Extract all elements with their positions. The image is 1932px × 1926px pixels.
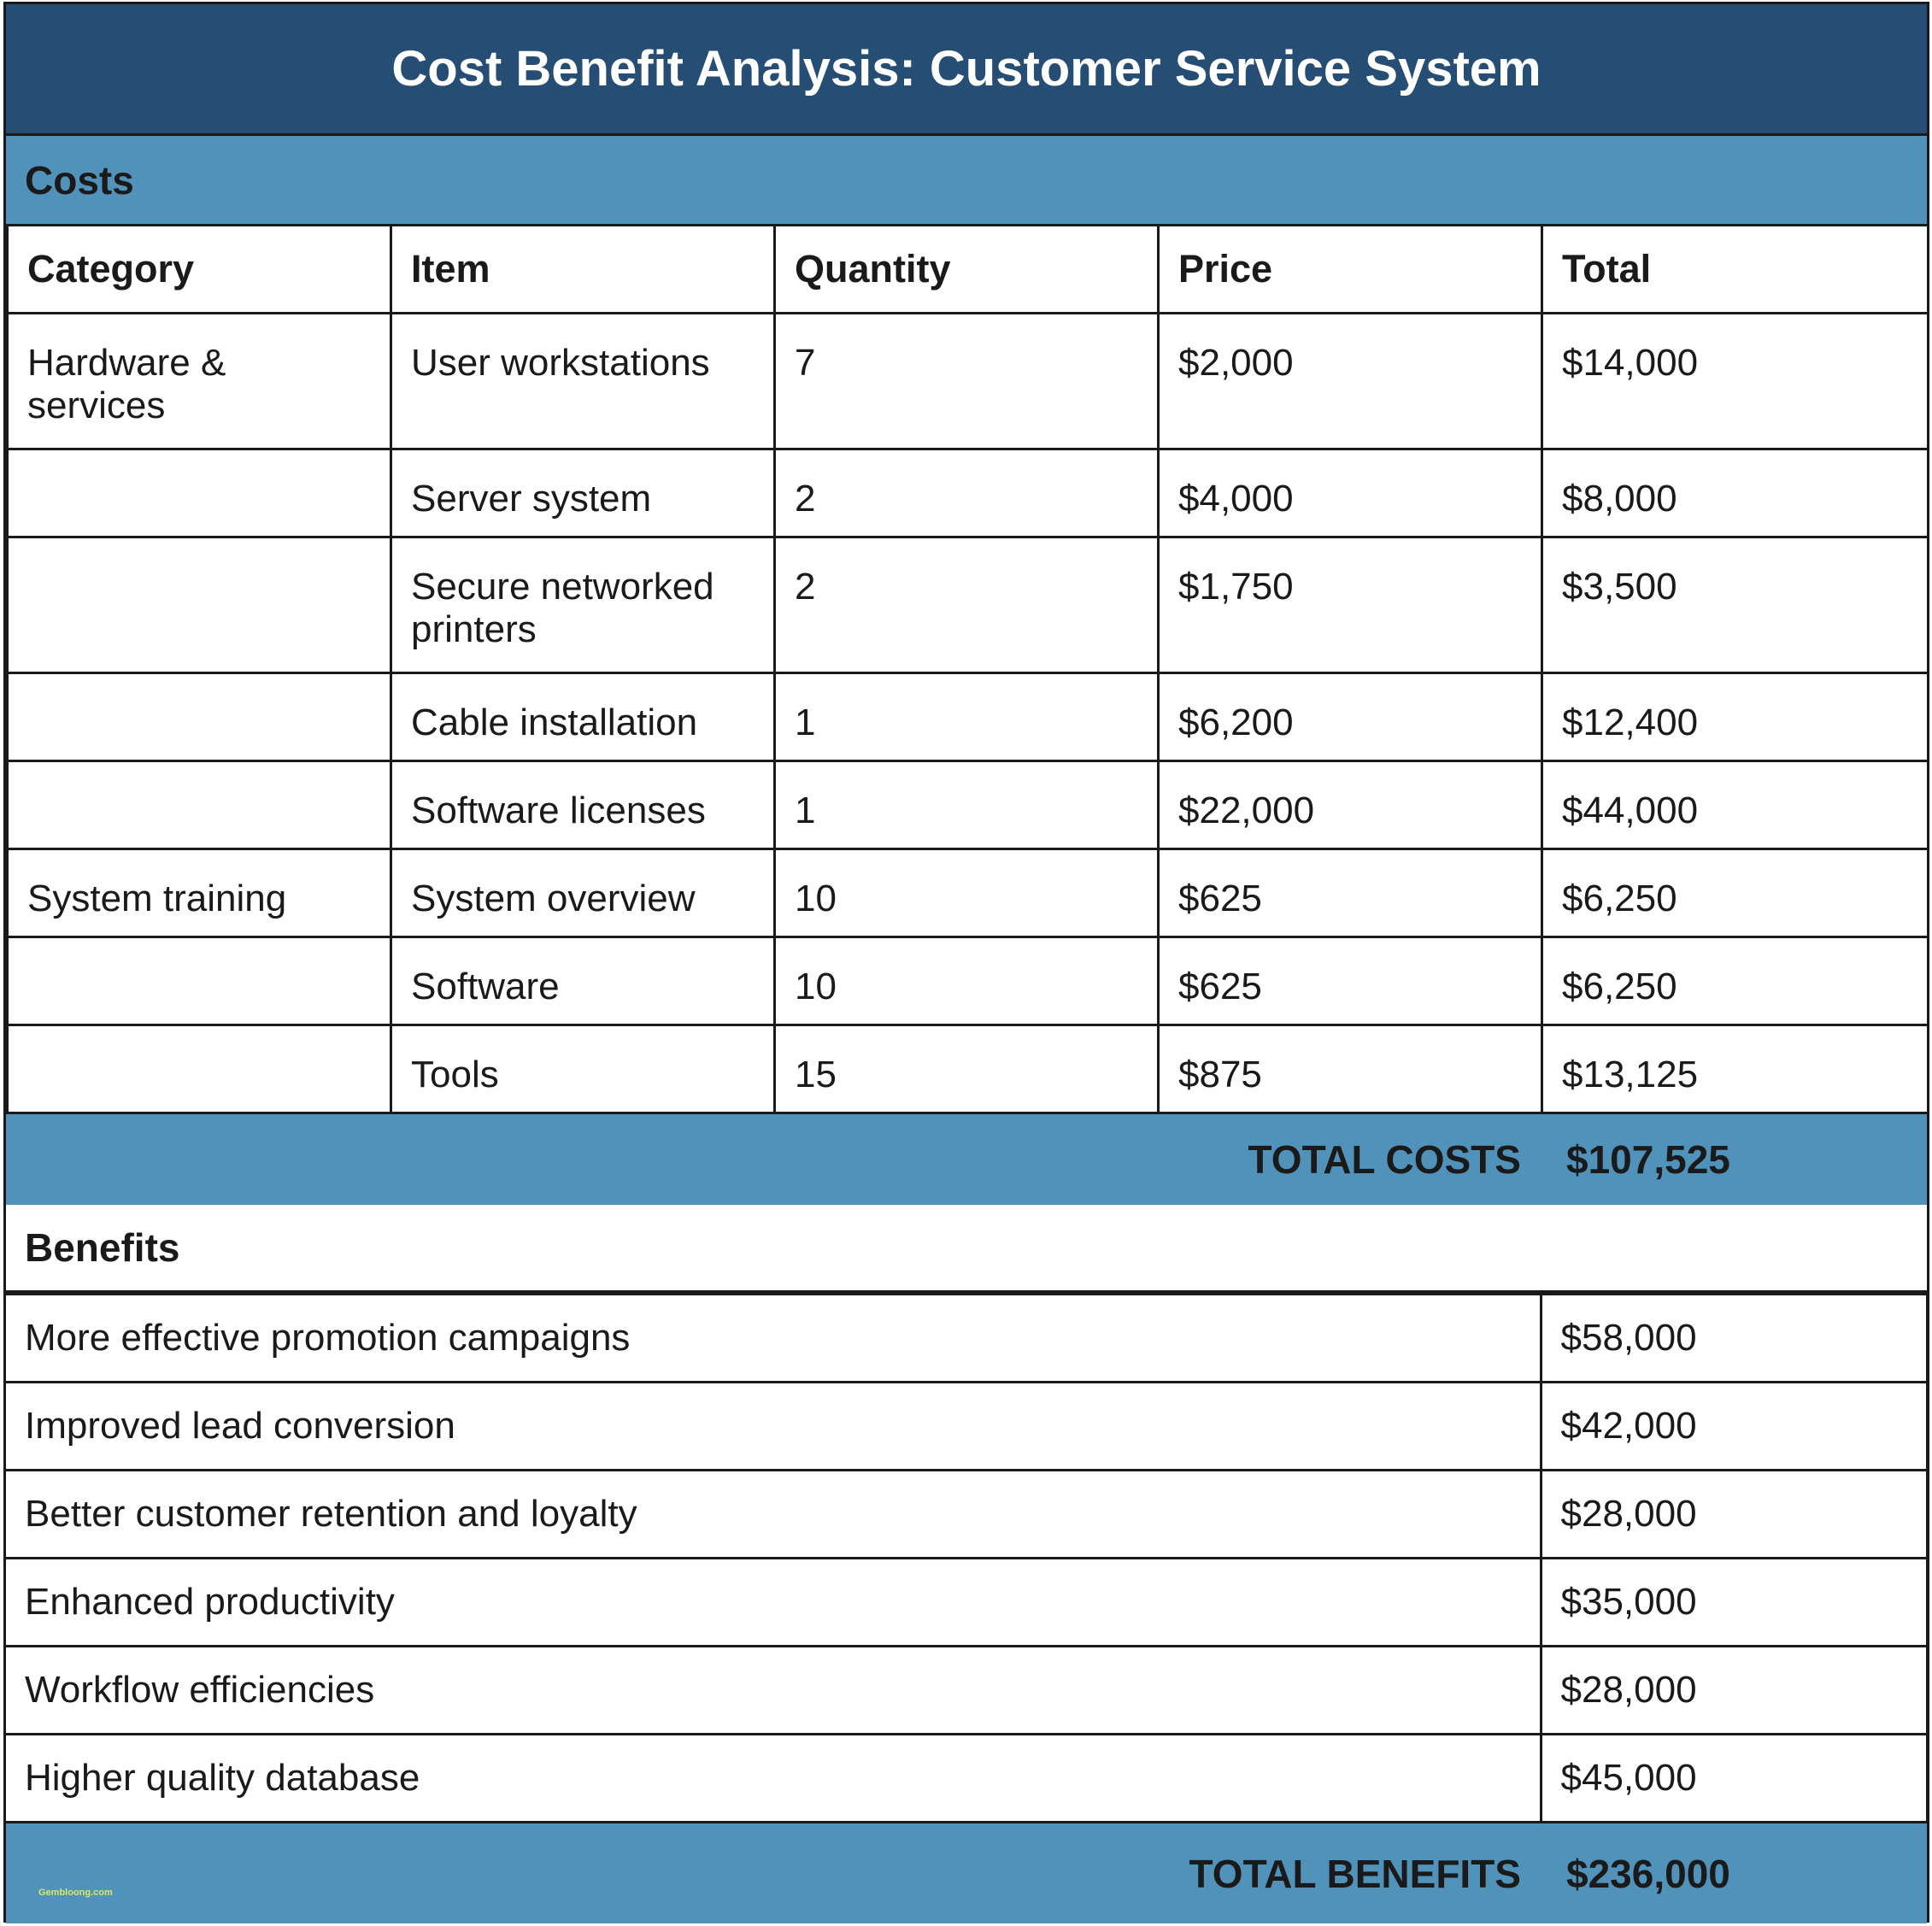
table-row bbox=[6, 1383, 1927, 1471]
benefit-label: More effective promotion campaigns bbox=[6, 1295, 1541, 1383]
cost-benefit-sheet bbox=[3, 2, 1929, 1923]
costs-section-label: Costs bbox=[6, 136, 1927, 224]
cell-category bbox=[8, 1025, 391, 1113]
cell-quantity: 10 bbox=[775, 937, 1159, 1025]
table-row bbox=[6, 1295, 1927, 1383]
column-header: Quantity bbox=[775, 226, 1159, 314]
cell-item: Software licenses bbox=[391, 761, 775, 849]
benefit-label: Workflow efficiencies bbox=[6, 1647, 1541, 1735]
cell-quantity: 15 bbox=[775, 1025, 1159, 1113]
cell-total: $12,400 bbox=[1542, 673, 1929, 761]
table-row bbox=[6, 1559, 1927, 1647]
benefit-label: Better customer retention and loyalty bbox=[6, 1471, 1541, 1559]
cell-item: Tools bbox=[391, 1025, 775, 1113]
cell-price: $625 bbox=[1159, 937, 1542, 1025]
cell-category: Hardware & services bbox=[8, 314, 391, 449]
total-costs-label: TOTAL COSTS bbox=[1248, 1137, 1521, 1182]
watermark-text: Gembloong.com bbox=[38, 1888, 113, 1898]
table-row bbox=[8, 673, 1929, 761]
cell-item: Server system bbox=[391, 449, 775, 537]
cell-quantity: 2 bbox=[775, 449, 1159, 537]
cell-price: $875 bbox=[1159, 1025, 1542, 1113]
cell-category: System training bbox=[8, 849, 391, 937]
cell-quantity: 7 bbox=[775, 314, 1159, 449]
cell-price: $4,000 bbox=[1159, 449, 1542, 537]
table-row bbox=[6, 1735, 1927, 1823]
column-header: Item bbox=[391, 226, 775, 314]
cell-total: $44,000 bbox=[1542, 761, 1929, 849]
total-costs-row bbox=[6, 1114, 1927, 1205]
benefit-value: $28,000 bbox=[1541, 1471, 1927, 1559]
benefit-label: Higher quality database bbox=[6, 1735, 1541, 1823]
benefit-label: Improved lead conversion bbox=[6, 1383, 1541, 1471]
benefit-value: $58,000 bbox=[1541, 1295, 1927, 1383]
table-row bbox=[8, 761, 1929, 849]
table-row bbox=[8, 849, 1929, 937]
cell-quantity: 1 bbox=[775, 761, 1159, 849]
cell-total: $6,250 bbox=[1542, 849, 1929, 937]
cell-quantity: 2 bbox=[775, 537, 1159, 673]
cell-item: User workstations bbox=[391, 314, 775, 449]
table-row bbox=[6, 1471, 1927, 1559]
cell-price: $2,000 bbox=[1159, 314, 1542, 449]
cell-item: Cable installation bbox=[391, 673, 775, 761]
total-costs-value: $107,525 bbox=[1566, 1137, 1730, 1182]
benefits-section-label: Benefits bbox=[6, 1205, 1927, 1293]
table-row bbox=[6, 1647, 1927, 1735]
total-benefits-value: $236,000 bbox=[1566, 1851, 1730, 1896]
cell-item: Software bbox=[391, 937, 775, 1025]
column-header: Category bbox=[8, 226, 391, 314]
cell-total: $13,125 bbox=[1542, 1025, 1929, 1113]
cell-price: $1,750 bbox=[1159, 537, 1542, 673]
cell-item: System overview bbox=[391, 849, 775, 937]
cell-category bbox=[8, 937, 391, 1025]
cell-total: $6,250 bbox=[1542, 937, 1929, 1025]
benefit-value: $42,000 bbox=[1541, 1383, 1927, 1471]
costs-header-row bbox=[8, 226, 1929, 314]
sheet-title: Cost Benefit Analysis: Customer Service System bbox=[6, 4, 1927, 136]
benefit-value: $35,000 bbox=[1541, 1559, 1927, 1647]
table-row bbox=[8, 1025, 1929, 1113]
cell-category bbox=[8, 537, 391, 673]
costs-table bbox=[6, 224, 1929, 1114]
benefit-label: Enhanced productivity bbox=[6, 1559, 1541, 1647]
column-header: Total bbox=[1542, 226, 1929, 314]
cell-total: $14,000 bbox=[1542, 314, 1929, 449]
cell-price: $6,200 bbox=[1159, 673, 1542, 761]
cell-category bbox=[8, 449, 391, 537]
cell-price: $22,000 bbox=[1159, 761, 1542, 849]
cell-quantity: 1 bbox=[775, 673, 1159, 761]
cell-total: $8,000 bbox=[1542, 449, 1929, 537]
column-header: Price bbox=[1159, 226, 1542, 314]
total-benefits-row bbox=[6, 1823, 1927, 1923]
benefits-table bbox=[6, 1293, 1929, 1823]
benefit-value: $28,000 bbox=[1541, 1647, 1927, 1735]
cell-quantity: 10 bbox=[775, 849, 1159, 937]
table-row bbox=[8, 537, 1929, 673]
table-row bbox=[8, 449, 1929, 537]
table-row bbox=[8, 314, 1929, 449]
cell-total: $3,500 bbox=[1542, 537, 1929, 673]
cell-item: Secure networked printers bbox=[391, 537, 775, 673]
benefit-value: $45,000 bbox=[1541, 1735, 1927, 1823]
table-row bbox=[8, 937, 1929, 1025]
cell-price: $625 bbox=[1159, 849, 1542, 937]
cell-category bbox=[8, 761, 391, 849]
cell-category bbox=[8, 673, 391, 761]
total-benefits-label: TOTAL BENEFITS bbox=[1189, 1851, 1521, 1896]
